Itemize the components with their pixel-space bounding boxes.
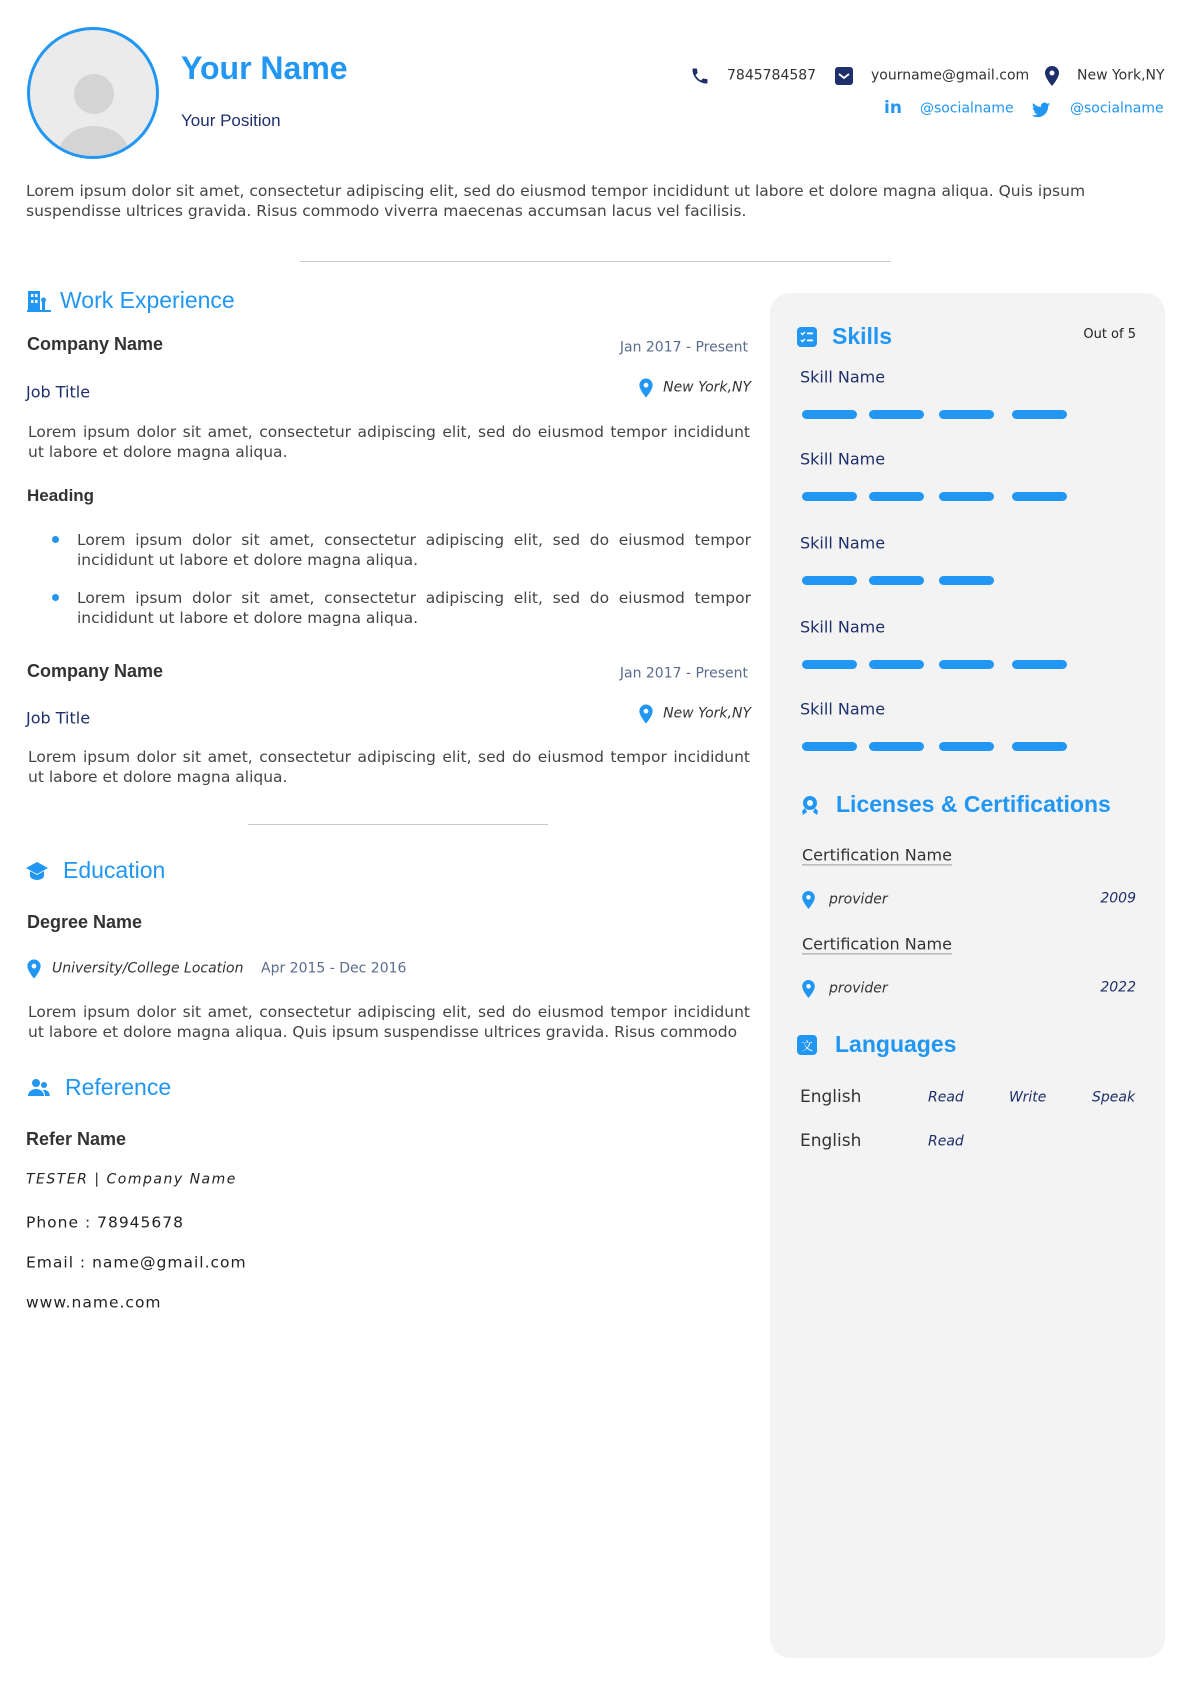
skill-level-bar <box>939 492 994 501</box>
location-pin-icon <box>1044 66 1060 86</box>
certification-name: Certification Name <box>802 934 952 954</box>
twitter-icon[interactable] <box>1032 102 1050 118</box>
job-description: Lorem ipsum dolor sit amet, consectetur adipiscing elit, sed do eiusmod tempor incididunt ut labore et dolore magna aliqua. <box>28 423 750 461</box>
graduation-cap-icon <box>26 861 48 881</box>
divider <box>300 261 891 262</box>
position: Your Position <box>181 110 281 130</box>
skill-level-bar <box>1012 742 1067 751</box>
education-description: Lorem ipsum dolor sit amet, consectetur adipiscing elit, sed do eiusmod tempor incididunt ut labore et dolore magna aliqua. Quis ipsum suspendisse ultrices gravida. Risus commodo <box>28 1003 750 1041</box>
award-icon <box>799 795 821 817</box>
education-location: University/College Location <box>52 960 244 977</box>
skill-level-bar <box>802 660 857 669</box>
skill-level-bar <box>939 410 994 419</box>
building-icon <box>27 290 51 312</box>
skill-name: Skill Name <box>800 617 886 637</box>
certification-year: 2009 <box>1100 890 1136 907</box>
phone-text: 7845784587 <box>727 67 817 84</box>
certifications-heading: Licenses & Certifications <box>836 791 1111 818</box>
bullet-dot <box>52 536 59 543</box>
education-heading: Education <box>63 857 166 884</box>
location-pin-icon <box>638 379 654 398</box>
skill-level-bar <box>1012 410 1067 419</box>
skill-level-bar <box>869 492 924 501</box>
skill-level-bar <box>869 576 924 585</box>
reference-website[interactable]: www.name.com <box>26 1293 162 1312</box>
reference-heading: Reference <box>65 1074 172 1101</box>
phone-icon <box>690 66 710 86</box>
language-speak: Speak <box>1092 1089 1136 1106</box>
job-description: Lorem ipsum dolor sit amet, consectetur adipiscing elit, sed do eiusmod tempor incididunt ut labore et dolore magna aliqua. <box>28 748 750 786</box>
skill-level-bar <box>939 660 994 669</box>
language-name: English <box>800 1130 862 1151</box>
reference-phone: Phone : 78945678 <box>26 1213 184 1232</box>
avatar <box>27 27 159 159</box>
skill-level-bar <box>802 576 857 585</box>
language-read: Read <box>928 1133 964 1150</box>
languages-heading: Languages <box>835 1031 957 1058</box>
certification-provider: provider <box>829 980 888 997</box>
people-icon <box>27 1078 51 1098</box>
language-name: English <box>800 1086 862 1107</box>
language-write: Write <box>1009 1089 1047 1106</box>
skills-scale-label: Out of 5 <box>1083 327 1136 343</box>
bullet-dot <box>52 594 59 601</box>
job-location: New York,NY <box>663 705 751 722</box>
education-dates: Apr 2015 - Dec 2016 <box>261 960 407 977</box>
location-pin-icon <box>26 960 42 979</box>
linkedin-icon[interactable]: in <box>884 97 902 118</box>
skill-name: Skill Name <box>800 449 886 469</box>
company-name: Company Name <box>27 661 164 682</box>
reference-email[interactable]: Email : name@gmail.com <box>26 1253 247 1272</box>
location-text: New York,NY <box>1077 67 1165 84</box>
mail-icon <box>834 66 854 86</box>
twitter-link[interactable]: @socialname <box>1070 100 1164 117</box>
linkedin-link[interactable]: @socialname <box>920 100 1014 117</box>
skill-level-bar <box>1012 660 1067 669</box>
skill-name: Skill Name <box>800 367 886 387</box>
skill-level-bar <box>1012 492 1067 501</box>
certification-provider: provider <box>829 891 888 908</box>
reference-name: Refer Name <box>26 1129 127 1150</box>
location-pin-icon <box>638 705 654 724</box>
certification-name: Certification Name <box>802 845 952 865</box>
skill-level-bar <box>802 492 857 501</box>
location-pin-icon <box>801 980 816 998</box>
skill-level-bar <box>939 742 994 751</box>
job-location: New York,NY <box>663 379 751 396</box>
name: Your Name <box>181 49 348 86</box>
checklist-icon <box>797 327 817 347</box>
bullet-item: Lorem ipsum dolor sit amet, consectetur adipiscing elit, sed do eiusmod tempor incididunt ut labore et dolore magna aliqua. <box>77 589 751 627</box>
skill-level-bar <box>869 660 924 669</box>
divider <box>248 824 548 825</box>
skills-heading: Skills <box>832 323 893 350</box>
skill-name: Skill Name <box>800 699 886 719</box>
skill-level-bar <box>869 742 924 751</box>
summary: Lorem ipsum dolor sit amet, consectetur adipiscing elit, sed do eiusmod tempor incididunt ut labore et dolore magna aliqua. Quis ipsum suspendisse ultrices gravida. Risus commodo viverra maecenas accumsan lacus vel facilisis. <box>26 182 1086 220</box>
skill-name: Skill Name <box>800 533 886 553</box>
job-subheading: Heading <box>27 485 95 505</box>
job-dates: Jan 2017 - Present <box>619 339 748 356</box>
bullet-item: Lorem ipsum dolor sit amet, consectetur adipiscing elit, sed do eiusmod tempor incididunt ut labore et dolore magna aliqua. <box>77 531 751 569</box>
language-read: Read <box>928 1089 964 1106</box>
skill-level-bar <box>802 410 857 419</box>
job-dates: Jan 2017 - Present <box>619 665 748 682</box>
work-experience-heading: Work Experience <box>60 287 235 314</box>
skill-level-bar <box>869 410 924 419</box>
job-title: Job Title <box>26 382 91 402</box>
email-link[interactable]: yourname@gmail.com <box>871 67 1030 84</box>
degree-name: Degree Name <box>27 912 143 933</box>
skill-level-bar <box>802 742 857 751</box>
skill-level-bar <box>939 576 994 585</box>
certification-year: 2022 <box>1100 979 1136 996</box>
translate-icon <box>797 1035 817 1055</box>
job-title: Job Title <box>26 708 91 728</box>
svg-text:文: 文 <box>800 1039 814 1053</box>
location-pin-icon <box>801 891 816 909</box>
reference-role: TESTER | Company Name <box>26 1171 237 1188</box>
company-name: Company Name <box>27 334 164 355</box>
